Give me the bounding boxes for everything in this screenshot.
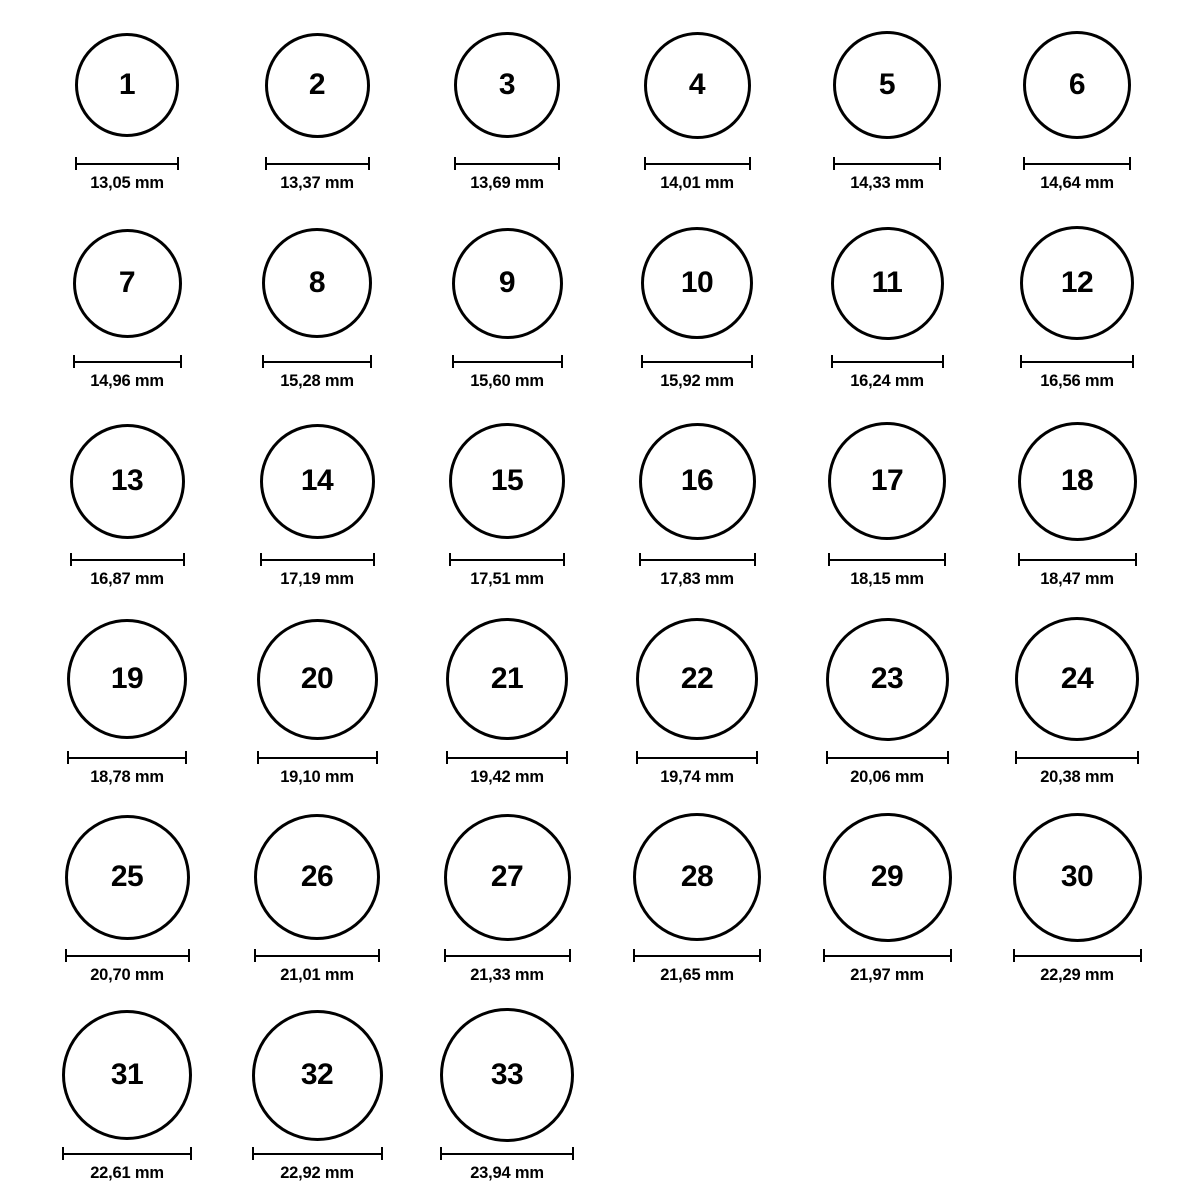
diameter-label: 15,60 mm (470, 372, 544, 390)
ring-size-cell (32, 610, 222, 808)
measure-tick-left (65, 949, 67, 962)
diameter-measure-bar (440, 1147, 574, 1160)
measure-tick-right (558, 157, 560, 170)
ring-circle (67, 619, 187, 739)
diameter-label: 16,87 mm (90, 570, 164, 588)
measure-tick-right (942, 355, 944, 368)
ring-size-number: 29 (870, 860, 904, 893)
ring-circle (633, 813, 761, 941)
ring-size-number: 28 (680, 860, 714, 893)
diameter-measure-bar (62, 1147, 192, 1160)
measure-tick-left (826, 751, 828, 764)
diameter-label: 22,61 mm (90, 1164, 164, 1182)
ring-size-number: 19 (110, 662, 144, 695)
ring-circle (449, 423, 565, 539)
diameter-measure-bar (833, 157, 941, 170)
measure-tick-right (754, 553, 756, 566)
ring-size-number: 13 (110, 464, 144, 497)
diameter-measure-bar (1018, 553, 1137, 566)
measure-tick-left (1013, 949, 1015, 962)
ring-size-cell (412, 808, 602, 1006)
ring-circle (826, 618, 949, 741)
diameter-label: 15,92 mm (660, 372, 734, 390)
measure-tick-left (639, 553, 641, 566)
ring-circle (636, 618, 758, 740)
measure-tick-left (1015, 751, 1017, 764)
ring-size-number: 14 (300, 464, 334, 497)
diameter-measure-bar (73, 355, 182, 368)
measure-tick-right (185, 751, 187, 764)
ring-size-number: 11 (871, 266, 903, 299)
ring-size-number: 5 (878, 68, 896, 101)
measure-tick-right (944, 553, 946, 566)
diameter-measure-bar (641, 355, 753, 368)
diameter-measure-bar (633, 949, 761, 962)
ring-size-number: 16 (680, 464, 714, 497)
ring-size-number: 9 (498, 266, 516, 299)
diameter-measure-bar (252, 1147, 383, 1160)
diameter-measure-bar (823, 949, 952, 962)
ring-circle-wrapper (444, 808, 571, 946)
ring-circle-wrapper (633, 808, 761, 946)
diameter-label: 20,70 mm (90, 966, 164, 984)
diameter-measure-bar (639, 553, 756, 566)
ring-size-cell (602, 610, 792, 808)
ring-circle-wrapper (254, 808, 380, 946)
ring-size-number: 18 (1060, 464, 1094, 497)
ring-size-number: 22 (680, 662, 714, 695)
diameter-label: 17,51 mm (470, 570, 544, 588)
diameter-measure-bar (449, 553, 565, 566)
ring-size-cell (222, 16, 412, 214)
ring-circle-wrapper (454, 16, 560, 154)
measure-tick-right (1140, 949, 1142, 962)
ring-circle-wrapper (1020, 214, 1134, 352)
ring-size-cell (982, 610, 1172, 808)
diameter-label: 13,05 mm (90, 174, 164, 192)
ring-circle-wrapper (1018, 412, 1137, 550)
diameter-label: 13,69 mm (470, 174, 544, 192)
ring-circle-wrapper (1015, 610, 1139, 748)
ring-size-cell (222, 1006, 412, 1204)
ring-circle (65, 815, 190, 940)
ring-size-cell (792, 412, 982, 610)
diameter-label: 21,97 mm (850, 966, 924, 984)
ring-circle-wrapper (446, 610, 568, 748)
measure-tick-right (1137, 751, 1139, 764)
measure-tick-left (67, 751, 69, 764)
ring-circle (833, 31, 941, 139)
measure-tick-left (70, 553, 72, 566)
measure-tick-right (566, 751, 568, 764)
measure-tick-right (563, 553, 565, 566)
ring-size-cell (792, 16, 982, 214)
ring-size-cell (792, 214, 982, 412)
ring-circle-wrapper (449, 412, 565, 550)
measure-tick-left (73, 355, 75, 368)
diameter-label: 18,15 mm (850, 570, 924, 588)
ring-size-cell (792, 610, 982, 808)
measure-tick-left (254, 949, 256, 962)
diameter-measure-bar (831, 355, 944, 368)
ring-circle-wrapper (644, 16, 751, 154)
ring-circle-wrapper (257, 610, 378, 748)
ring-size-number: 6 (1068, 68, 1086, 101)
diameter-measure-bar (644, 157, 751, 170)
ring-size-cell (32, 214, 222, 412)
measure-tick-right (947, 751, 949, 764)
diameter-measure-bar (257, 751, 378, 764)
measure-tick-right (569, 949, 571, 962)
diameter-label: 23,94 mm (470, 1164, 544, 1182)
ring-circle-wrapper (75, 16, 179, 154)
ring-circle (444, 814, 571, 941)
measure-tick-right (190, 1147, 192, 1160)
diameter-label: 16,24 mm (850, 372, 924, 390)
ring-circle-wrapper (65, 808, 190, 946)
ring-size-number: 10 (680, 266, 714, 299)
ring-size-cell (412, 412, 602, 610)
ring-circle (262, 228, 372, 338)
ring-circle (1018, 422, 1137, 541)
ring-circle-wrapper (828, 412, 946, 550)
diameter-measure-bar (452, 355, 563, 368)
diameter-label: 17,19 mm (280, 570, 354, 588)
measure-tick-left (454, 157, 456, 170)
ring-circle (257, 619, 378, 740)
ring-circle (1013, 813, 1142, 942)
ring-circle-wrapper (1023, 16, 1131, 154)
measure-tick-left (262, 355, 264, 368)
ring-size-cell (602, 412, 792, 610)
measure-tick-left (75, 157, 77, 170)
measure-tick-left (449, 553, 451, 566)
ring-circle (265, 33, 370, 138)
measure-tick-left (444, 949, 446, 962)
ring-size-cell (412, 16, 602, 214)
diameter-measure-bar (828, 553, 946, 566)
ring-circle (260, 424, 375, 539)
ring-size-number: 4 (688, 68, 706, 101)
ring-circle-wrapper (265, 16, 370, 154)
ring-circle (446, 618, 568, 740)
measure-tick-right (1135, 553, 1137, 566)
ring-size-cell (32, 412, 222, 610)
ring-circle-wrapper (260, 412, 375, 550)
diameter-measure-bar (254, 949, 380, 962)
measure-tick-right (756, 751, 758, 764)
ring-size-cell (32, 808, 222, 1006)
ring-size-number: 30 (1060, 860, 1094, 893)
ring-size-cell (412, 214, 602, 412)
measure-tick-left (828, 553, 830, 566)
diameter-label: 21,65 mm (660, 966, 734, 984)
ring-size-number: 17 (870, 464, 904, 497)
ring-circle-wrapper (262, 214, 372, 352)
ring-size-number: 2 (308, 68, 326, 101)
diameter-measure-bar (446, 751, 568, 764)
measure-tick-left (62, 1147, 64, 1160)
measure-tick-left (831, 355, 833, 368)
measure-tick-left (446, 751, 448, 764)
ring-size-grid (0, 16, 1200, 1204)
ring-size-cell (222, 808, 412, 1006)
measure-tick-right (373, 553, 375, 566)
ring-size-cell (982, 412, 1172, 610)
measure-tick-right (188, 949, 190, 962)
diameter-label: 18,47 mm (1040, 570, 1114, 588)
measure-tick-left (260, 553, 262, 566)
ring-size-number: 31 (110, 1058, 144, 1091)
measure-tick-right (378, 949, 380, 962)
ring-circle (254, 814, 380, 940)
measure-tick-left (1020, 355, 1022, 368)
diameter-measure-bar (265, 157, 370, 170)
ring-circle (831, 227, 944, 340)
measure-tick-left (265, 157, 267, 170)
measure-tick-right (751, 355, 753, 368)
ring-size-number: 12 (1060, 266, 1094, 299)
ring-size-number: 27 (490, 860, 524, 893)
ring-circle (452, 228, 563, 339)
measure-tick-left (641, 355, 643, 368)
ring-size-cell (602, 214, 792, 412)
diameter-label: 15,28 mm (280, 372, 354, 390)
ring-size-number: 15 (490, 464, 524, 497)
ring-circle-wrapper (636, 610, 758, 748)
ring-circle-wrapper (440, 1006, 574, 1144)
ring-circle (828, 422, 946, 540)
diameter-label: 22,92 mm (280, 1164, 354, 1182)
diameter-measure-bar (1020, 355, 1134, 368)
diameter-measure-bar (636, 751, 758, 764)
measure-tick-left (823, 949, 825, 962)
diameter-label: 18,78 mm (90, 768, 164, 786)
measure-tick-right (381, 1147, 383, 1160)
diameter-measure-bar (1023, 157, 1131, 170)
ring-circle-wrapper (831, 214, 944, 352)
diameter-label: 21,33 mm (470, 966, 544, 984)
diameter-label: 13,37 mm (280, 174, 354, 192)
ring-size-number: 23 (870, 662, 904, 695)
ring-size-cell (412, 1006, 602, 1204)
diameter-measure-bar (262, 355, 372, 368)
ring-circle-wrapper (67, 610, 187, 748)
measure-tick-right (370, 355, 372, 368)
ring-circle (1015, 617, 1139, 741)
ring-circle-wrapper (639, 412, 756, 550)
ring-circle-wrapper (826, 610, 949, 748)
ring-circle (454, 32, 560, 138)
ring-size-number: 7 (118, 266, 136, 299)
diameter-measure-bar (1013, 949, 1142, 962)
diameter-label: 22,29 mm (1040, 966, 1114, 984)
ring-size-cell (982, 808, 1172, 1006)
diameter-measure-bar (454, 157, 560, 170)
diameter-measure-bar (444, 949, 571, 962)
ring-circle (70, 424, 185, 539)
diameter-label: 14,96 mm (90, 372, 164, 390)
ring-size-cell (222, 214, 412, 412)
ring-circle-wrapper (452, 214, 563, 352)
ring-size-cell (222, 610, 412, 808)
diameter-label: 14,01 mm (660, 174, 734, 192)
ring-circle-wrapper (823, 808, 952, 946)
diameter-measure-bar (67, 751, 187, 764)
measure-tick-right (939, 157, 941, 170)
ring-circle-wrapper (833, 16, 941, 154)
ring-size-number: 8 (308, 266, 326, 299)
measure-tick-right (183, 553, 185, 566)
diameter-label: 19,74 mm (660, 768, 734, 786)
ring-size-number: 3 (498, 68, 516, 101)
ring-circle-wrapper (70, 412, 185, 550)
ring-circle (252, 1010, 383, 1141)
ring-size-number: 26 (300, 860, 334, 893)
diameter-measure-bar (1015, 751, 1139, 764)
ring-circle-wrapper (1013, 808, 1142, 946)
measure-tick-right (180, 355, 182, 368)
ring-size-cell (602, 808, 792, 1006)
ring-circle (75, 33, 179, 137)
ring-size-cell (32, 16, 222, 214)
ring-size-number: 25 (110, 860, 144, 893)
ring-circle (644, 32, 751, 139)
ring-size-number: 32 (300, 1058, 334, 1091)
ring-circle (639, 423, 756, 540)
measure-tick-left (833, 157, 835, 170)
measure-tick-right (368, 157, 370, 170)
ring-circle-wrapper (641, 214, 753, 352)
measure-tick-left (257, 751, 259, 764)
measure-tick-right (572, 1147, 574, 1160)
diameter-label: 14,33 mm (850, 174, 924, 192)
diameter-label: 20,06 mm (850, 768, 924, 786)
ring-circle (62, 1010, 192, 1140)
measure-tick-right (1129, 157, 1131, 170)
diameter-measure-bar (75, 157, 179, 170)
ring-circle (73, 229, 182, 338)
diameter-measure-bar (70, 553, 185, 566)
measure-tick-right (1132, 355, 1134, 368)
diameter-label: 14,64 mm (1040, 174, 1114, 192)
ring-circle-wrapper (73, 214, 182, 352)
diameter-label: 21,01 mm (280, 966, 354, 984)
measure-tick-left (440, 1147, 442, 1160)
diameter-label: 19,42 mm (470, 768, 544, 786)
measure-tick-right (950, 949, 952, 962)
measure-tick-left (1018, 553, 1020, 566)
measure-tick-left (452, 355, 454, 368)
ring-size-cell (412, 610, 602, 808)
diameter-label: 19,10 mm (280, 768, 354, 786)
diameter-label: 20,38 mm (1040, 768, 1114, 786)
ring-size-number: 33 (490, 1058, 524, 1091)
ring-size-cell (32, 1006, 222, 1204)
ring-circle (440, 1008, 574, 1142)
measure-tick-right (561, 355, 563, 368)
ring-size-cell (602, 16, 792, 214)
measure-tick-left (633, 949, 635, 962)
measure-tick-left (636, 751, 638, 764)
diameter-measure-bar (260, 553, 375, 566)
measure-tick-right (177, 157, 179, 170)
measure-tick-right (749, 157, 751, 170)
diameter-measure-bar (826, 751, 949, 764)
measure-tick-left (644, 157, 646, 170)
ring-size-cell (982, 16, 1172, 214)
ring-circle-wrapper (252, 1006, 383, 1144)
measure-tick-left (252, 1147, 254, 1160)
ring-size-number: 21 (490, 662, 524, 695)
measure-tick-right (376, 751, 378, 764)
ring-circle-wrapper (62, 1006, 192, 1144)
ring-circle (1020, 226, 1134, 340)
ring-size-number: 20 (300, 662, 334, 695)
diameter-measure-bar (65, 949, 190, 962)
ring-circle (1023, 31, 1131, 139)
ring-circle (823, 813, 952, 942)
ring-size-number: 1 (118, 68, 136, 101)
ring-size-cell (792, 808, 982, 1006)
diameter-label: 17,83 mm (660, 570, 734, 588)
ring-size-cell (982, 214, 1172, 412)
diameter-label: 16,56 mm (1040, 372, 1114, 390)
measure-tick-left (1023, 157, 1025, 170)
ring-size-cell (222, 412, 412, 610)
ring-size-number: 24 (1060, 662, 1094, 695)
ring-circle (641, 227, 753, 339)
measure-tick-right (759, 949, 761, 962)
